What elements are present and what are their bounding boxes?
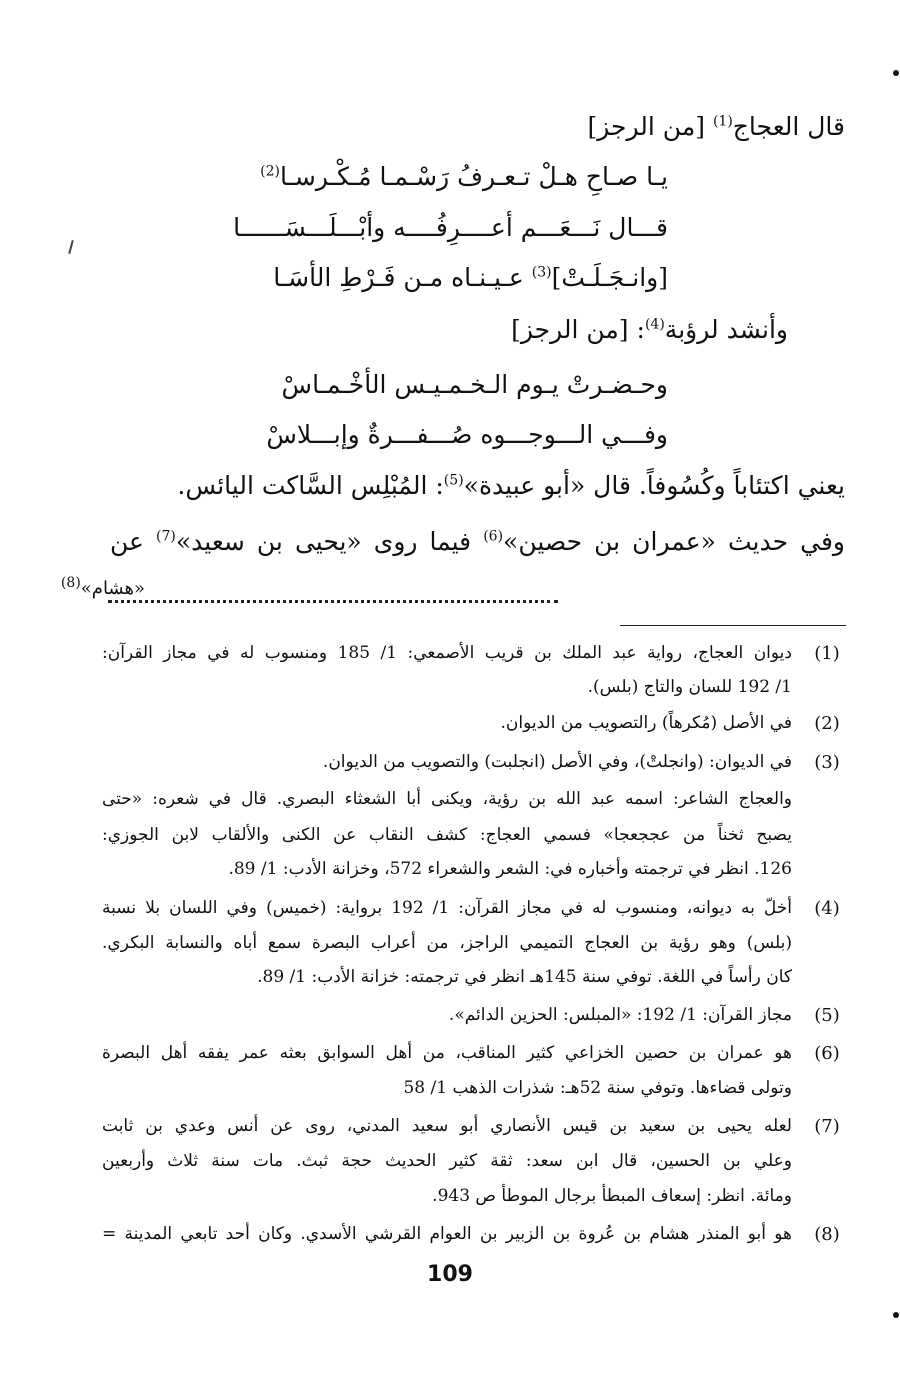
footnote-1-line-2: 1/ 192 للسان والتاج (بلس). [587, 677, 792, 697]
footnote-number: (7) [814, 1116, 840, 1137]
footnote-8: هو أبو المنذر هشام بن عُروة بن الزبير بن العوام القرشي الأسدي. وكان أحد تابعي المدينة = [102, 1224, 792, 1244]
footnote-number: (8) [814, 1224, 840, 1245]
footnote-ref[interactable]: (5) [443, 472, 464, 489]
footnote-5: مجاز القرآن: 1/ 192: «المبلس: الحزين الدائم». [448, 1005, 792, 1025]
verse-text: وفـــي الـــوجـــوه صُـــفـــرةٌ وإبـــلاسْ [266, 420, 668, 449]
intro-text: قال العجاج [732, 112, 845, 141]
footnote-separator [620, 625, 846, 626]
margin-mark-top [893, 70, 899, 76]
intro-line-ruba [511, 315, 788, 344]
meter-label: [من الرجز] [587, 112, 713, 141]
verse-text: وحـضـرتْ يـوم الـخـمـيـس الأخْـمـاسْ [281, 370, 668, 399]
body-text: : المُبْلِس السَّاكت اليائس. [177, 471, 444, 500]
ellipsis-dots [108, 590, 558, 603]
verse-text: عـيـنـاه مـن فَـرْطِ الأسَـا [273, 263, 532, 292]
footnote-3-line-2: والعجاج الشاعر: اسمه عبد الله بن رؤية، ويكنى أبا الشعثاء البصري. قال في شعره: «حتى [102, 789, 792, 809]
margin-tick [68, 240, 74, 254]
verse-5 [266, 420, 668, 449]
footnote-2: في الأصل (مُكرهاً) رالتصويب من الديوان. [500, 713, 792, 733]
footnote-number: (6) [814, 1043, 840, 1064]
footnote-ref[interactable]: (3) [531, 264, 552, 281]
footnote-4-line-3: كان رأساً في اللغة. توفي سنة 145هـ انظر في ترجمته: خزانة الأدب: 1/ 89. [257, 967, 792, 987]
verse-text: يـا صـاحِ هـلْ تـعـرفُ رَسْـمـا مُـكْـرسـا [279, 162, 668, 191]
footnote-1-line-1: ديوان العجاج، رواية عبد الملك بن قريب الأصمعي: 1/ 185 ومنسوب له في مجاز القرآن: [102, 643, 792, 663]
verse-2 [233, 213, 668, 242]
footnote-3-line-1: في الديوان: (وانجلتْ)، وفي الأصل (انجلبت) والتصويب من الديوان. [322, 752, 792, 772]
footnote-ref[interactable]: (8) [60, 575, 81, 591]
verse-1 [260, 162, 668, 191]
footnote-number: (3) [814, 752, 840, 773]
footnote-ref[interactable]: (1) [712, 113, 733, 130]
margin-mark-bottom [893, 1312, 899, 1318]
footnote-number: (4) [814, 898, 840, 919]
body-text: يعني اكتئاباً وكُسُوفاً. قال «أبو عبيدة» [463, 471, 845, 500]
footnote-4-line-2: (بلس) وهو رؤية بن العجاج التميمي الراجز، من أعراب البصرة سمع أباه والنسابة البكري. [102, 933, 792, 953]
verse-4 [282, 370, 668, 399]
body-text: عن [110, 527, 157, 556]
page-number: 109 [427, 1262, 473, 1287]
verse-text: قـــال نَـــعَـــم أعــــرِفُــــه وأبْـــلَـــسَــــــا [233, 213, 668, 242]
footnote-7-line-1: لعله يحيى بن سعيد بن قيس الأنصاري أبو سعيد المدني، روى عن أنس وعدي بن ثابت [102, 1116, 792, 1136]
footnote-7-line-2: وعلي بن الحسين، قال ابن سعد: ثقة كثير الحديث حجة ثبث. مات سنة ثلاث وأربعين [102, 1151, 792, 1171]
footnote-7-line-3: ومائة. انظر: إسعاف المبطأ برجال الموطأ ص 943. [432, 1186, 792, 1206]
body-text: وفي حديث «عمران بن حصين» [503, 527, 845, 556]
verse-3 [273, 263, 668, 292]
intro-text: وأنشد لرؤبة [664, 315, 788, 344]
verse-text: [وانـجَـلَـتْ] [551, 263, 668, 292]
footnote-number: (1) [814, 643, 840, 664]
hadith-line [110, 527, 845, 556]
footnote-6-line-1: هو عمران بن حصين الخزاعي كثير المناقب، من أهل السوابق بعثه عمر يفقه أهل البصرة [102, 1043, 792, 1063]
footnote-number: (2) [814, 713, 840, 734]
meter-label: : [من الرجز] [511, 315, 645, 344]
body-text: «هشام» [80, 578, 145, 599]
footnote-4-line-1: أخلّ به ديوانه، ومنسوب له في مجاز القرآن: 1/ 192 برواية: (خميس) وفي اللسان بلا نسبة [102, 898, 792, 918]
footnote-6-line-2: وتولى قضاءها. وتوفي سنة 52هـ: شذرات الذهب 1/ 58 [403, 1078, 792, 1098]
footnote-number: (5) [814, 1005, 840, 1026]
footnote-3-line-3: يصبح ثخناً من عججعجا» فسمي العجاج: كشف النقاب عن الكنى والألقاب لابن الجوزي: [102, 825, 792, 845]
footnote-ref[interactable]: (2) [260, 163, 280, 180]
footnote-ref[interactable]: (7) [156, 528, 176, 545]
explanation-line [177, 471, 845, 500]
footnote-ref[interactable]: (6) [483, 528, 504, 545]
body-text: فيما روى «يحيى بن سعيد» [175, 527, 484, 556]
footnote-ref[interactable]: (4) [644, 316, 665, 333]
intro-line-ajjaj [588, 112, 846, 141]
footnote-3-line-4: 126. انظر في ترجمته وأخباره في: الشعر والشعراء 572، وخزانة الأدب: 1/ 89. [228, 859, 792, 879]
